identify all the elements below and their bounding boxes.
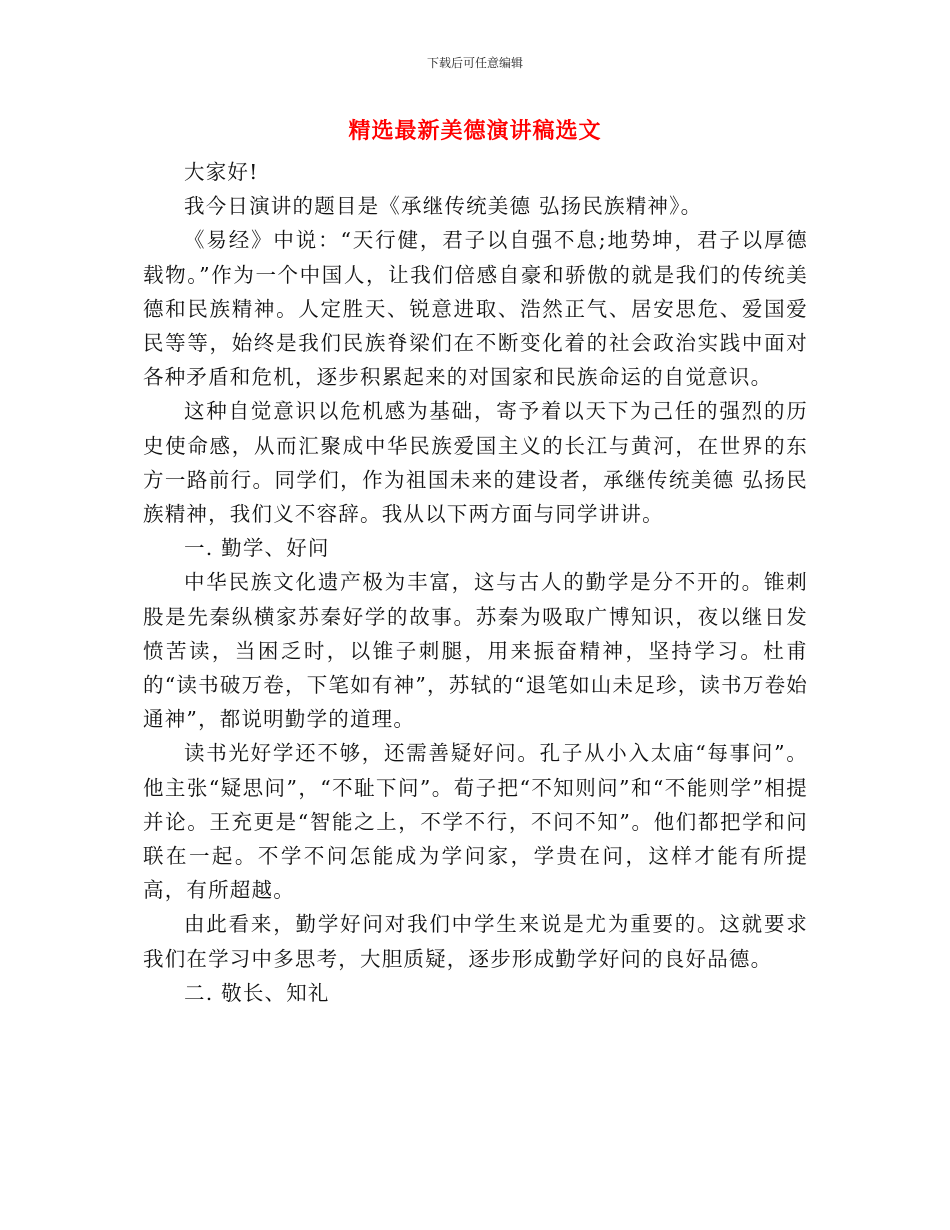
paragraph: 由此看来，勤学好问对我们中学生来说是尤为重要的。这就要求我们在学习中多思考，大胆质疑，逐步形成勤学好问的良好品德。 bbox=[143, 912, 808, 971]
section-heading-2: 二. 敬长、知礼 bbox=[184, 980, 330, 1005]
paragraph-topic: 我今日演讲的题目是《承继传统美德 弘扬民族精神》。 bbox=[184, 194, 703, 219]
header-note: 下载后可任意编辑 bbox=[426, 56, 523, 70]
paragraph: 《易经》中说：“天行健，君子以自强不息;地势坤，君子以厚德载物。”作为一个中国人，让我们倍感自豪和骄傲的就是我们的传统美德和民族精神。人定胜天、锐意进取、浩然正气、居安思危、爱国爱民等等，始终是我们民族脊梁们在不断变化着的社会政治实践中面对各种矛盾和危机，逐步积累起来的对国家和民族命运的自觉意识。 bbox=[143, 228, 808, 390]
document-title: 精选最新美德演讲稿选文 bbox=[348, 118, 602, 144]
document-body bbox=[143, 155, 808, 1010]
paragraph: 这种自觉意识以危机感为基础，寄予着以天下为己任的强烈的历史使命感，从而汇聚成中华民族爱国主义的长江与黄河，在世界的东方一路前行。同学们，作为祖国未来的建设者，承继传统美德 弘扬民族精神，我们义不容辞。我从以下两方面与同学讲讲。 bbox=[143, 399, 808, 527]
paragraph-greeting: 大家好! bbox=[184, 160, 259, 184]
paragraph: 读书光好学还不够，还需善疑好问。孔子从小入太庙“每事问”。他主张“疑思问”，“不耻下问”。荀子把“不知则问”和“不能则学”相提并论。王充更是“智能之上，不学不行，不问不知”。他们都把学和问联在一起。不学不问怎能成为学问家，学贵在问，这样才能有所提高，有所超越。 bbox=[143, 741, 808, 903]
paragraph: 中华民族文化遗产极为丰富，这与古人的勤学是分不开的。锥刺股是先秦纵横家苏秦好学的故事。苏秦为吸取广博知识，夜以继日发愤苦读，当困乏时，以锥子刺腿，用来振奋精神，坚持学习。杜甫的“读书破万卷，下笔如有神”，苏轼的“退笔如山未足珍，读书万卷始通神”，都说明勤学的道理。 bbox=[143, 570, 808, 732]
section-heading-1: 一. 勤学、好问 bbox=[184, 536, 330, 561]
